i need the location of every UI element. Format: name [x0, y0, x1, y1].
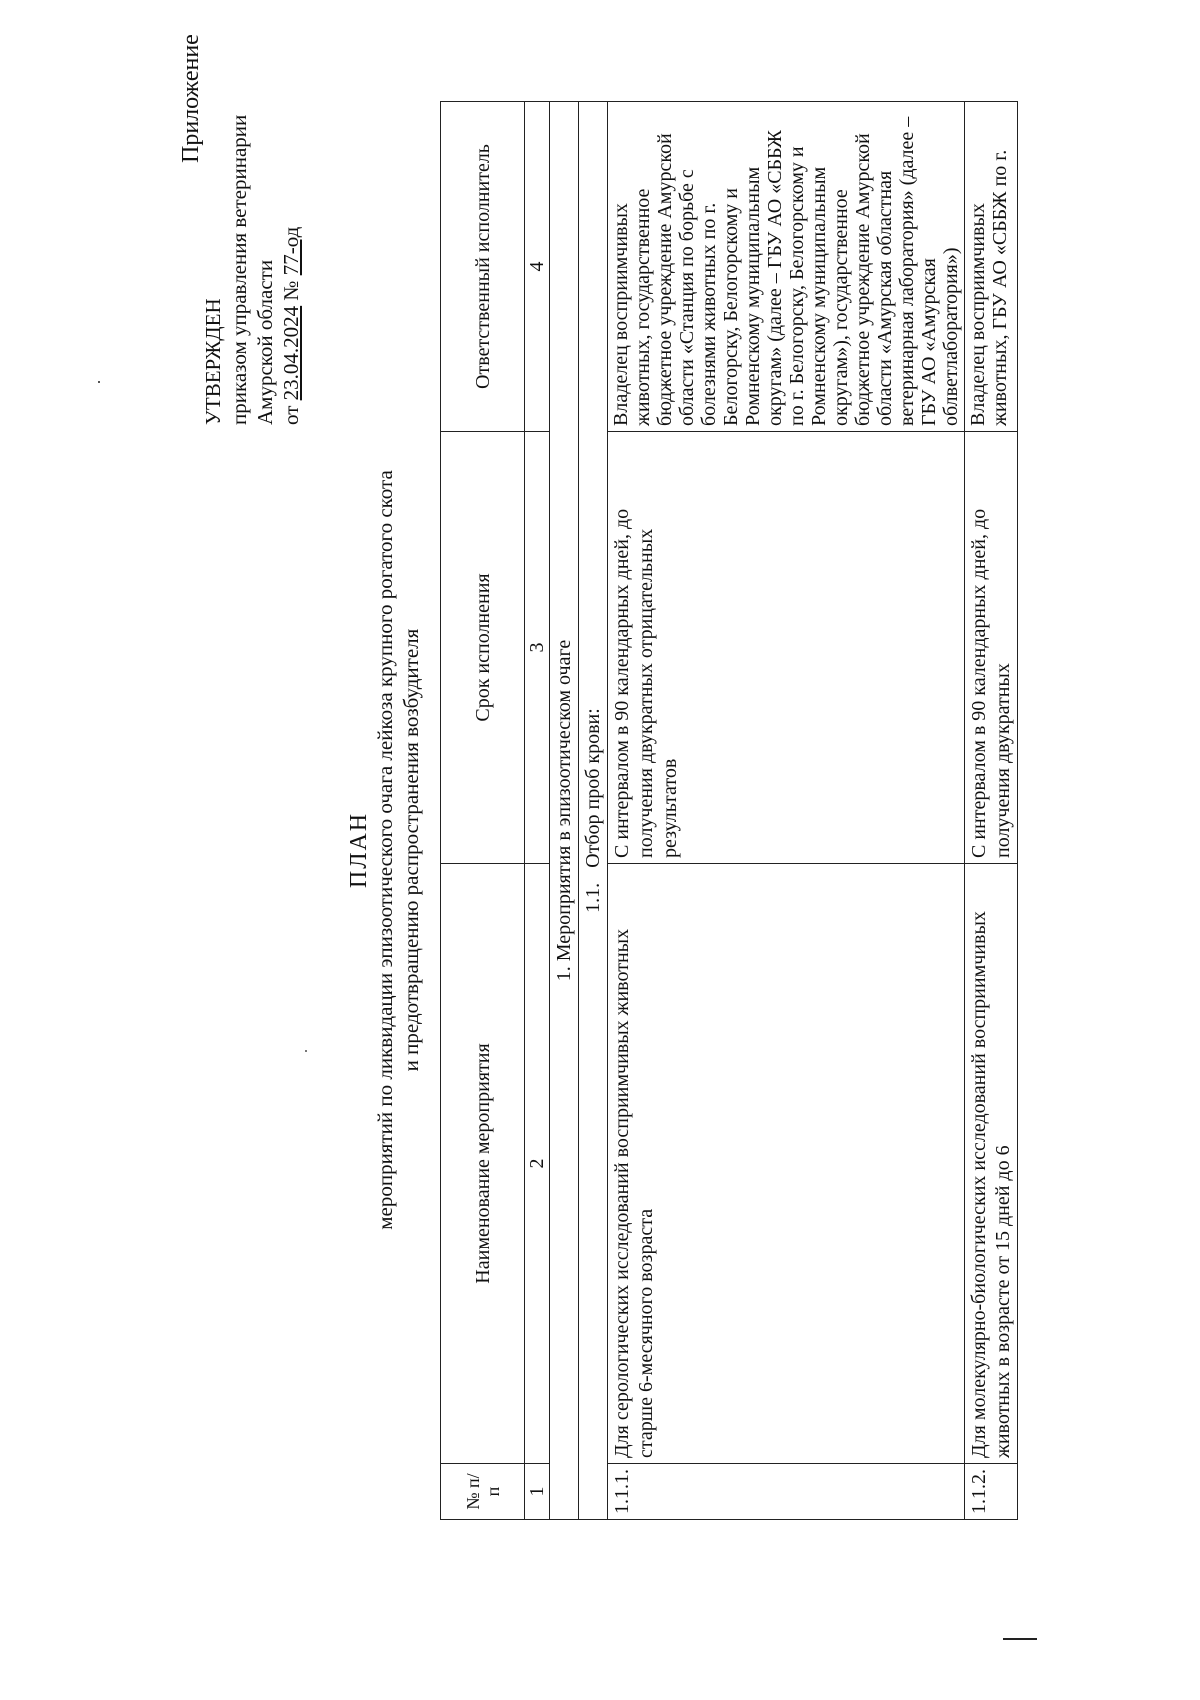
row-term: С интервалом в 90 календарных дней, до получения двукратных отрицательных результатов [608, 432, 965, 864]
column-number-3: 3 [525, 432, 550, 864]
subsection-number: 1.1. [582, 882, 604, 913]
approved-region: Амурской области [253, 259, 277, 425]
number-prefix: № [279, 275, 303, 306]
subsection-row [579, 102, 608, 1520]
row-term: С интервалом в 90 календарных дней, до получения двукратных [965, 432, 1018, 864]
header-name: Наименование мероприятия [441, 864, 525, 1464]
table-header-row [441, 102, 525, 1520]
appendix-label: Приложение [178, 34, 204, 163]
column-numbers-row [525, 102, 550, 1520]
table-row [608, 102, 965, 1520]
row-responsible: Владелец восприимчивых животных, ГБУ АО «СББЖ по г. [965, 102, 1018, 432]
column-number-1: 1 [525, 1464, 550, 1520]
plan-subtitle-line-1: мероприятий по ликвидации эпизоотического очага лейкоза крупного рогатого скота [373, 470, 397, 1230]
table-row [965, 102, 1018, 1520]
subsection-title: Отбор проб крови: [582, 708, 604, 868]
order-number: 77-од [279, 226, 303, 276]
section-row [550, 102, 579, 1520]
date-prefix: от [279, 400, 303, 425]
subsection-cell [579, 102, 608, 1520]
row-name: Для серологических исследований восприимчивых животных старше 6-месячного возраста [608, 864, 965, 1464]
scan-speck [98, 381, 100, 383]
header-number: № п/п [441, 1464, 525, 1520]
column-number-2: 2 [525, 864, 550, 1464]
plan-subtitle-line-2: и предотвращению распространения возбудителя [399, 628, 423, 1072]
row-name: Для молекулярно-биологических исследований восприимчивых животных в возрасте от 15 дней до 6 [965, 864, 1018, 1464]
approved-date-line [278, 115, 304, 425]
section-title: 1. Мероприятия в эпизоотическом очаге [550, 102, 579, 1520]
row-number: 1.1.2. [965, 1464, 1018, 1520]
plan-subtitle [372, 0, 424, 1700]
scan-speck [305, 1050, 307, 1052]
plan-title: ПЛАН [346, 811, 372, 889]
row-number: 1.1.1. [608, 1464, 965, 1520]
column-number-4: 4 [525, 102, 550, 432]
approved-by-order: приказом управления ветеринарии [227, 114, 251, 425]
header-responsible: Ответственный исполнитель [441, 102, 525, 432]
approval-block [200, 115, 304, 425]
plan-table [440, 101, 1018, 1520]
order-date: 23.04.2024 [279, 305, 303, 401]
approved-heading: УТВЕРЖДЕН [201, 298, 225, 425]
scan-edge-mark [1003, 1638, 1037, 1640]
row-responsible: Владелец восприимчивых животных, государственное бюджетное учреждение Амурской области «Станция по борьбе с болезнями животных по г. Белогорску, Белогорскому и Ромненскому муниципальным округам» (далее – ГБУ АО «СББЖ по г. Белогорску, Белогорскому и Ромненскому муниципальным округам»), государственное бюджетное учреждение Амурской области «Амурская областная ветеринарная лаборатория» (далее – ГБУ АО «Амурская облветлаборатория») [608, 102, 965, 432]
header-term: Срок исполнения [441, 432, 525, 864]
